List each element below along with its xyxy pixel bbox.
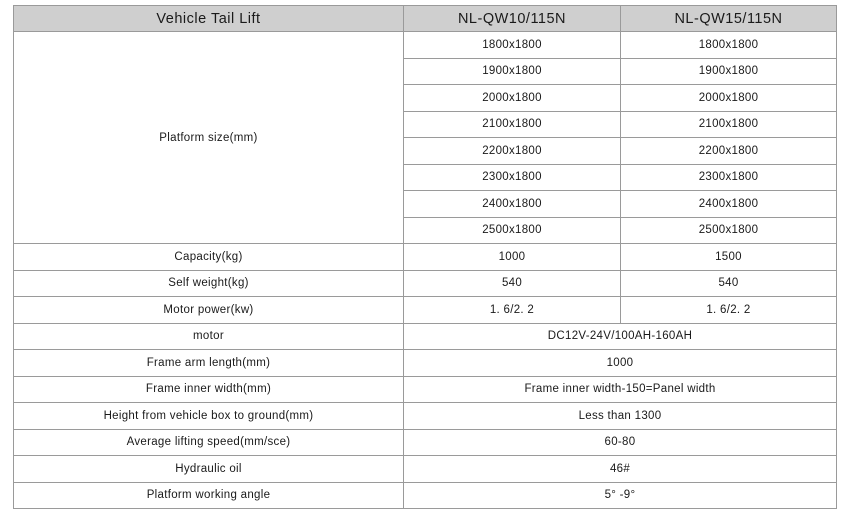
table-cell: 1000 [404, 350, 837, 377]
table-cell: 1500 [621, 244, 837, 271]
table-row [14, 429, 837, 456]
table-cell: Frame inner width-150=Panel width [404, 376, 837, 403]
table-cell: 2400x1800 [404, 191, 621, 218]
table-cell: 5° -9° [404, 482, 837, 509]
header-model-1: NL-QW10/115N [404, 6, 621, 32]
table-row [14, 482, 837, 509]
row-label: Capacity(kg) [14, 244, 404, 271]
table-cell: 2300x1800 [621, 164, 837, 191]
row-label: Platform working angle [14, 482, 404, 509]
header-row [14, 6, 837, 32]
table-row [14, 244, 837, 271]
table-row [14, 323, 837, 350]
row-label: Average lifting speed(mm/sce) [14, 429, 404, 456]
table-cell: 2000x1800 [621, 85, 837, 112]
platform-size-label: Platform size(mm) [14, 32, 404, 244]
table-cell: 540 [404, 270, 621, 297]
spec-table [13, 5, 837, 509]
table-row [14, 456, 837, 483]
table-cell: 60-80 [404, 429, 837, 456]
table-cell: 2200x1800 [404, 138, 621, 165]
table-cell: 2500x1800 [404, 217, 621, 244]
table-row [14, 350, 837, 377]
row-label: Self weight(kg) [14, 270, 404, 297]
row-label: Frame inner width(mm) [14, 376, 404, 403]
table-cell: 1800x1800 [621, 32, 837, 59]
table-cell: 2300x1800 [404, 164, 621, 191]
table-cell: 540 [621, 270, 837, 297]
table-cell: 2000x1800 [404, 85, 621, 112]
table-cell: 1800x1800 [404, 32, 621, 59]
row-label: motor [14, 323, 404, 350]
table-cell: 2400x1800 [621, 191, 837, 218]
row-label: Motor power(kw) [14, 297, 404, 324]
header-product: Vehicle Tail Lift [14, 6, 404, 32]
table-cell: 1. 6/2. 2 [621, 297, 837, 324]
table-row [14, 376, 837, 403]
table-cell: 2500x1800 [621, 217, 837, 244]
table-cell: 2200x1800 [621, 138, 837, 165]
table-row [14, 32, 837, 59]
row-label: Hydraulic oil [14, 456, 404, 483]
table-cell: 1900x1800 [621, 58, 837, 85]
table-cell: 1000 [404, 244, 621, 271]
row-label: Height from vehicle box to ground(mm) [14, 403, 404, 430]
table-cell: 2100x1800 [621, 111, 837, 138]
table-cell: 2100x1800 [404, 111, 621, 138]
table-cell: 1. 6/2. 2 [404, 297, 621, 324]
table-cell: DC12V-24V/100AH-160AH [404, 323, 837, 350]
table-cell: 1900x1800 [404, 58, 621, 85]
table-row [14, 403, 837, 430]
table-cell: 46# [404, 456, 837, 483]
table-row [14, 270, 837, 297]
header-model-2: NL-QW15/115N [621, 6, 837, 32]
row-label: Frame arm length(mm) [14, 350, 404, 377]
table-cell: Less than 1300 [404, 403, 837, 430]
table-row [14, 297, 837, 324]
